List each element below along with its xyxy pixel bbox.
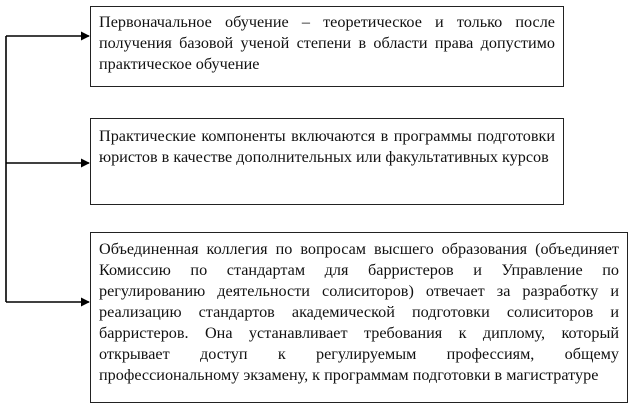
box-joint-board [90,232,628,403]
box-initial-training-text: Первоначальное обучение – теоретическое и только после получения базовой ученой степени в области права допустимо практическое обучение [99,13,555,73]
box-initial-training [90,6,564,87]
box-joint-board-text: Объединенная коллегия по вопросам высшего образования (объединяет Комиссию по стандартам для барристеров и Управление по регулированию деятельности солиситоров) отвечает за разработку и реализацию стандартов академической подготовки солиситоров и барристеров. Она устанавливает требования к диплому, который открывает доступ к регулируемым профессиям, общему профессиональному экзамену, к программам подготовки в магистратуре [99,240,619,384]
box-practical-components-text: Практические компоненты включаются в программы подготовки юристов в качестве дополнительных или факультативных курсов [99,127,555,166]
box-practical-components [90,118,564,205]
